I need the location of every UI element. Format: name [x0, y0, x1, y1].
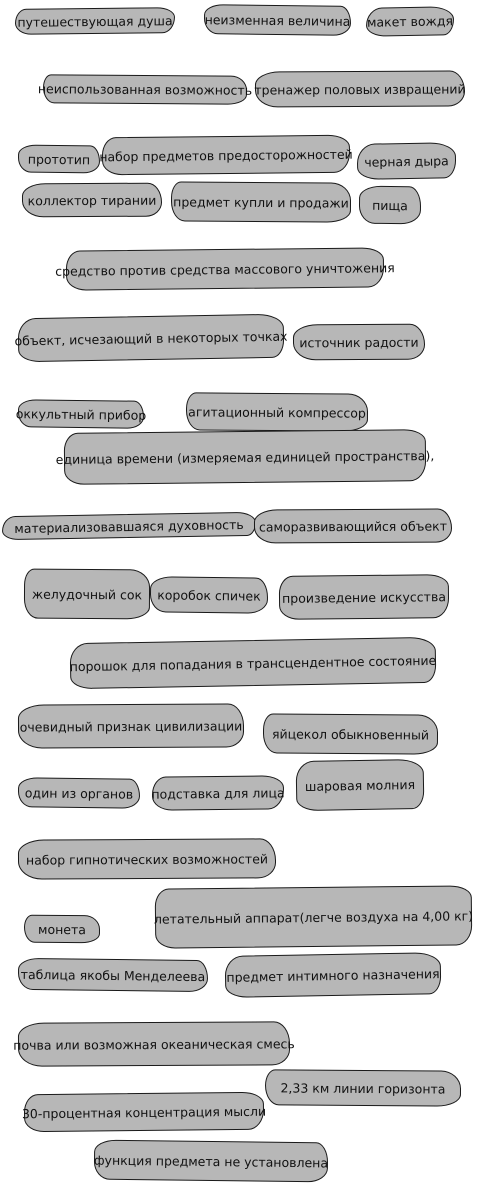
label-text: агитационный компрессор	[188, 403, 366, 421]
label-blob	[18, 838, 276, 879]
label-blob	[21, 1092, 267, 1133]
label-blob	[366, 6, 454, 37]
label-text: неизменная величина	[204, 11, 351, 29]
label-blob	[155, 885, 473, 948]
label-blob	[265, 1069, 461, 1106]
label-blob	[99, 135, 353, 176]
label-text: источник радости	[299, 334, 419, 350]
label-text: коллектор тирании	[27, 192, 157, 208]
label-blob	[55, 429, 435, 485]
label-blob	[18, 145, 100, 174]
label-blob	[18, 958, 208, 992]
label-blob	[55, 247, 395, 290]
label-text: путешествующая душа	[17, 12, 173, 30]
label-blob	[150, 576, 268, 613]
label-text: подставка для лица	[151, 784, 285, 802]
label-text: функция предмета не установлена	[93, 1152, 329, 1170]
label-text: черная дыра	[364, 152, 449, 170]
label-text: объект, исчезающий в некоторых точках	[14, 328, 288, 348]
label-blob	[255, 70, 465, 107]
label-blob	[293, 324, 425, 361]
label-text: прототип	[27, 151, 91, 167]
label-text: пища	[372, 197, 408, 213]
label-blob	[279, 574, 449, 620]
label-blob	[15, 7, 175, 35]
label-text: летательный аппарат(легче воздуха на 4,00 кг)	[153, 907, 474, 927]
label-blob	[204, 4, 351, 36]
label-text: оккультный прибор	[15, 405, 147, 423]
label-text: саморазвивающийся объект	[258, 518, 448, 534]
label-text: очевидный признак цивилизации	[19, 717, 243, 735]
label-blob	[22, 183, 162, 218]
label-blob	[18, 777, 140, 808]
label-blob	[296, 759, 425, 811]
label-blob	[18, 703, 244, 748]
label-text: таблица якобы Менделеева	[20, 966, 206, 984]
label-blob	[37, 74, 253, 104]
label-blob	[171, 181, 351, 222]
label-blob	[263, 713, 438, 754]
label-text: единица времени (измеряемая единицей пространства),	[55, 447, 435, 467]
label-blob	[14, 314, 288, 363]
label-blob	[357, 142, 457, 180]
label-text: коробок спичек	[157, 586, 261, 604]
label-blob	[15, 399, 147, 429]
label-text: предмет купли и продажи	[173, 193, 349, 211]
label-text: почва или возможная океаническая смесь	[13, 1035, 295, 1053]
label-blob	[186, 392, 368, 431]
label-blob	[94, 1140, 328, 1183]
label-text: порошок для попадания в трансцендентное состояние	[69, 652, 437, 674]
label-blob	[152, 775, 284, 810]
label-text: шаровая молния	[304, 776, 416, 794]
label-text: 2,33 км линии горизонта	[280, 1079, 446, 1097]
label-text: набор гипнотических возможностей	[25, 850, 269, 868]
label-text: материализовавшаяся духовность	[14, 516, 244, 536]
label-blob	[2, 512, 256, 540]
label-blob	[13, 1021, 295, 1066]
label-text: монета	[37, 921, 86, 937]
label-blob	[24, 915, 100, 944]
label-text: средство против средства массового уничтожения	[55, 259, 395, 279]
label-text: предмет интимного назначения	[226, 965, 440, 985]
label-text: макет вождя	[366, 13, 454, 30]
label-text: неиспользованная возможность	[37, 81, 253, 98]
label-text: произведение искусства	[281, 588, 447, 606]
label-blob	[359, 186, 421, 225]
label-blob	[24, 569, 150, 620]
label-blob	[70, 637, 437, 689]
label-text: яйцекол обыкновенный	[271, 725, 430, 743]
label-text: один из органов	[24, 784, 134, 802]
label-text: тренажер половых извращений	[254, 80, 466, 98]
label-text: 30-процентная концентрация мысли	[21, 1103, 267, 1121]
label-blob	[254, 508, 452, 543]
label-blob	[225, 952, 442, 998]
label-text: желудочный сок	[31, 586, 143, 602]
label-text: набор предметов предосторожностей	[99, 146, 353, 164]
